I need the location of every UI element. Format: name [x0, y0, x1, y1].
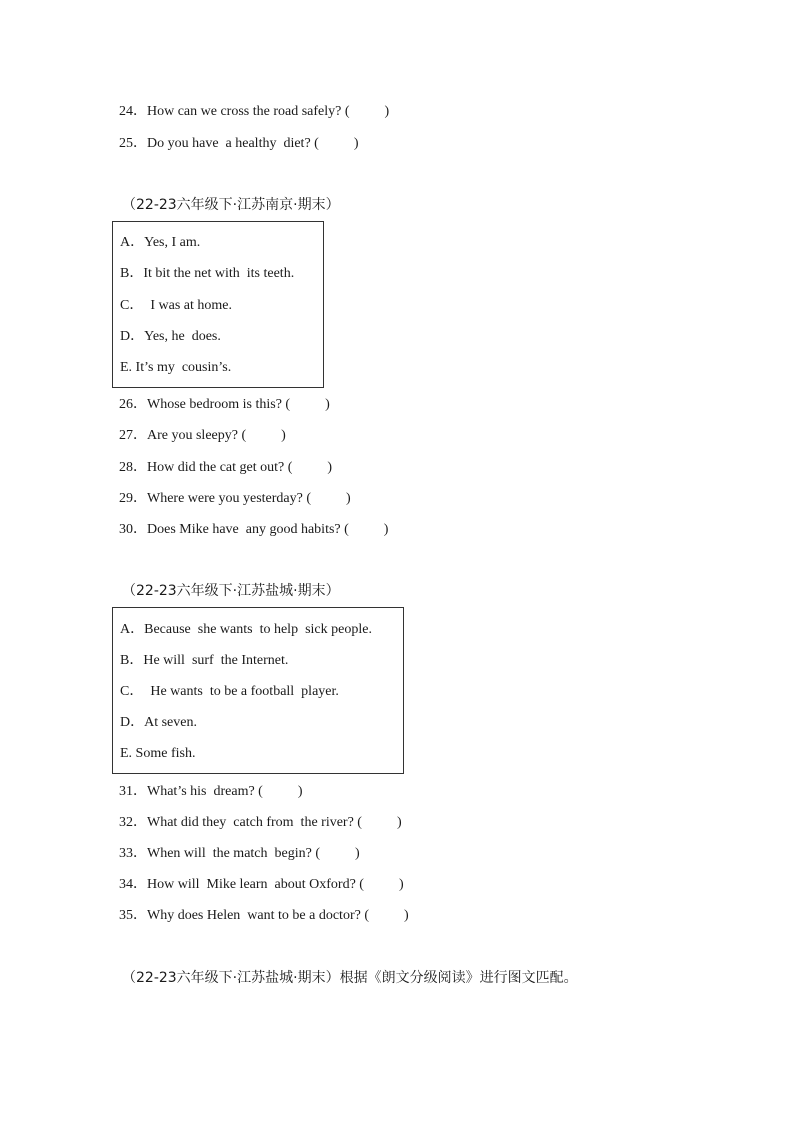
question-30: 30．Does Mike have any good habits? ( ) — [119, 522, 389, 537]
question-26: 26．Whose bedroom is this? ( ) — [119, 397, 330, 412]
options-box — [112, 221, 324, 388]
question-25: 25．Do you have a healthy diet? ( ) — [119, 136, 359, 151]
question-31: 31．What’s his dream? ( ) — [119, 784, 303, 799]
question-35: 35．Why does Helen want to be a doctor? ( ) — [119, 908, 409, 923]
question-34: 34．How will Mike learn about Oxford? ( ) — [119, 877, 404, 892]
question-24: 24．How can we cross the road safely? ( ) — [119, 104, 390, 119]
section-source: （22-23六年级下·江苏盐城·期末） — [122, 583, 340, 599]
option-d: D．At seven. — [120, 715, 197, 730]
question-28: 28．How did the cat get out? ( ) — [119, 460, 333, 475]
options-box — [112, 607, 404, 774]
option-b: B．It bit the net with its teeth. — [120, 266, 295, 281]
option-e: E. Some fish. — [120, 746, 196, 761]
section-source: （22-23六年级下·江苏盐城·期末）根据《朗文分级阅读》进行图文匹配。 — [122, 970, 578, 986]
question-32: 32．What did they catch from the river? ( ) — [119, 815, 402, 830]
option-a: A．Yes, I am. — [120, 235, 201, 250]
option-d: D．Yes, he does. — [120, 329, 221, 344]
question-27: 27．Are you sleepy? ( ) — [119, 428, 286, 443]
option-c: C． I was at home. — [120, 298, 232, 313]
option-c: C． He wants to be a football player. — [120, 684, 339, 699]
question-29: 29．Where were you yesterday? ( ) — [119, 491, 351, 506]
question-33: 33．When will the match begin? ( ) — [119, 846, 360, 861]
option-a: A．Because she wants to help sick people. — [120, 622, 372, 637]
option-b: B．He will surf the Internet. — [120, 653, 289, 668]
option-e: E. It’s my cousin’s. — [120, 360, 232, 375]
section-source: （22-23六年级下·江苏南京·期末） — [122, 197, 340, 213]
